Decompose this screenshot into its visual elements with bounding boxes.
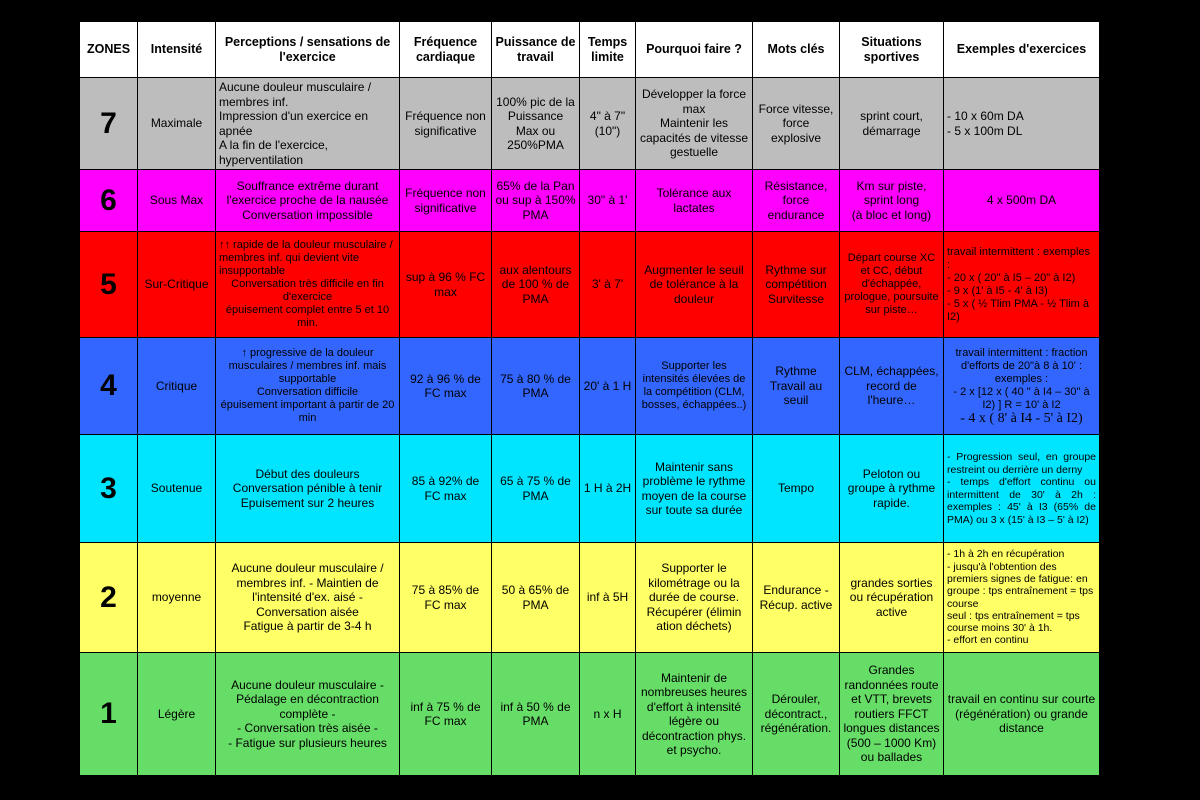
training-zones-sheet: [79, 21, 1099, 776]
temps-cell: 20' à 1 H: [580, 338, 636, 435]
pourquoi-cell: Supporter le kilométrage ou la durée de course. Récupérer (élimin ation déchets): [636, 543, 753, 653]
puissance-cell: 65 à 75 % de PMA: [492, 435, 580, 543]
puissance-cell: 75 à 80 % de PMA: [492, 338, 580, 435]
pourquoi-cell: Développer la force max Maintenir les capacités de vitesse gestuelle: [636, 78, 753, 170]
exemples-cell: travail intermittent : fraction d'efforts de 20"à 8 à 10' : exemples : - 2 x [12 x ( 40 " à I4 – 30" à I2) ] R = 10' à I2 - 4 x ( 8' à I4 - 5' à I2): [944, 338, 1100, 435]
intensite-cell: Maximale: [138, 78, 216, 170]
temps-cell: inf à 5H: [580, 543, 636, 653]
intensite-cell: Légère: [138, 653, 216, 776]
zone-row-2: [80, 543, 1100, 653]
exemples-cell: - Progression seul, en groupe restreint ou derrière un derny - temps d'effort continu ou intermittent de 30' à 2h : exemples : 45' à I3 (65% de PMA) ou 3 x (15' à I3 – 5' à I2): [944, 435, 1100, 543]
pourquoi-cell: Supporter les intensités élevées de la compétition (CLM, bosses, échappées..): [636, 338, 753, 435]
mots-cell: Rythme sur compétition Survitesse: [753, 232, 840, 338]
pourquoi-cell: Maintenir sans problème le rythme moyen de la course sur toute sa durée: [636, 435, 753, 543]
situations-cell: Km sur piste, sprint long (à bloc et long): [840, 170, 944, 232]
temps-cell: 4" à 7" (10"): [580, 78, 636, 170]
exemples-cell: travail en continu sur courte (régénération) ou grande distance: [944, 653, 1100, 776]
zone-number: 1: [80, 653, 138, 776]
zone-number: 4: [80, 338, 138, 435]
puissance-cell: 65% de la Pan ou sup à 150% PMA: [492, 170, 580, 232]
frequence-cell: 92 à 96 % de FC max: [400, 338, 492, 435]
exemples-cell: - 10 x 60m DA - 5 x 100m DL: [944, 78, 1100, 170]
zone-number: 6: [80, 170, 138, 232]
zone-row-7: [80, 78, 1100, 170]
temps-cell: 1 H à 2H: [580, 435, 636, 543]
frequence-cell: sup à 96 % FC max: [400, 232, 492, 338]
situations-cell: Peloton ou groupe à rythme rapide.: [840, 435, 944, 543]
mots-cell: Force vitesse, force explosive: [753, 78, 840, 170]
header-temps: Temps limite: [580, 22, 636, 78]
frequence-cell: Fréquence non significative: [400, 170, 492, 232]
intensite-cell: Soutenue: [138, 435, 216, 543]
situations-cell: CLM, échappées, record de l'heure…: [840, 338, 944, 435]
temps-cell: n x H: [580, 653, 636, 776]
puissance-cell: 50 à 65% de PMA: [492, 543, 580, 653]
mots-cell: Dérouler, décontract., régénération.: [753, 653, 840, 776]
frequence-cell: 85 à 92% de FC max: [400, 435, 492, 543]
puissance-cell: inf à 50 % de PMA: [492, 653, 580, 776]
exemples-cell: - 1h à 2h en récupération - jusqu'à l'obtention des premiers signes de fatigue: en groupe : tps entraînement = tps course seul : tps entraînement = tps course moins 30' à 1h. - effort en continu: [944, 543, 1100, 653]
mots-cell: Rythme Travail au seuil: [753, 338, 840, 435]
pourquoi-cell: Tolérance aux lactates: [636, 170, 753, 232]
header-perceptions: Perceptions / sensations de l'exercice: [216, 22, 400, 78]
header-intensite: Intensité: [138, 22, 216, 78]
zone-number: 5: [80, 232, 138, 338]
zone-number: 2: [80, 543, 138, 653]
mots-cell: Endurance - Récup. active: [753, 543, 840, 653]
perceptions-cell: Début des douleurs Conversation pénible à tenir Epuisement sur 2 heures: [216, 435, 400, 543]
mots-cell: Résistance, force endurance: [753, 170, 840, 232]
perceptions-cell: Souffrance extrême durant l'exercice proche de la nausée Conversation impossible: [216, 170, 400, 232]
situations-cell: sprint court, démarrage: [840, 78, 944, 170]
zone-row-4: [80, 338, 1100, 435]
frequence-cell: Fréquence non significative: [400, 78, 492, 170]
situations-cell: Départ course XC et CC, début d'échappée, prologue, poursuite sur piste…: [840, 232, 944, 338]
situations-cell: grandes sorties ou récupération active: [840, 543, 944, 653]
header-pourquoi: Pourquoi faire ?: [636, 22, 753, 78]
perceptions-cell: ↑ progressive de la douleur musculaires / membres inf. mais supportable Conversation difficile épuisement important à partir de 20 min: [216, 338, 400, 435]
perceptions-cell: Aucune douleur musculaire / membres inf. - Maintien de l'intensité d'ex. aisé - Conversation aisée Fatigue à partir de 3-4 h: [216, 543, 400, 653]
training-zones-table: [79, 21, 1100, 776]
temps-cell: 3' à 7': [580, 232, 636, 338]
intensite-cell: Sous Max: [138, 170, 216, 232]
header-row: [80, 22, 1100, 78]
situations-cell: Grandes randonnées route et VTT, brevets routiers FFCT longues distances (500 – 1000 Km) ou ballades: [840, 653, 944, 776]
exemples-cell: 4 x 500m DA: [944, 170, 1100, 232]
mots-cell: Tempo: [753, 435, 840, 543]
puissance-cell: aux alentours de 100 % de PMA: [492, 232, 580, 338]
header-mots: Mots clés: [753, 22, 840, 78]
zone-row-5: [80, 232, 1100, 338]
zone-number: 3: [80, 435, 138, 543]
zone-row-6: [80, 170, 1100, 232]
pourquoi-cell: Maintenir de nombreuses heures d'effort à intensité légère ou décontraction phys. et psycho.: [636, 653, 753, 776]
perceptions-cell: Aucune douleur musculaire / membres inf. Impression d'un exercice en apnée A la fin de l'exercice, hyperventilation: [216, 78, 400, 170]
intensite-cell: moyenne: [138, 543, 216, 653]
intensite-cell: Sur-Critique: [138, 232, 216, 338]
pourquoi-cell: Augmenter le seuil de tolérance à la douleur: [636, 232, 753, 338]
header-exemples: Exemples d'exercices: [944, 22, 1100, 78]
zone-row-1: [80, 653, 1100, 776]
puissance-cell: 100% pic de la Puissance Max ou 250%PMA: [492, 78, 580, 170]
perceptions-cell: ↑↑ rapide de la douleur musculaire / membres inf. qui devient vite insupportable Conversation très difficile en fin d'exercice épuisement complet entre 5 et 10 min.: [216, 232, 400, 338]
temps-cell: 30" à 1': [580, 170, 636, 232]
intensite-cell: Critique: [138, 338, 216, 435]
frequence-cell: 75 à 85% de FC max: [400, 543, 492, 653]
zone-number: 7: [80, 78, 138, 170]
header-zones: ZONES: [80, 22, 138, 78]
exemples-cell: travail intermittent : exemples : - 20 x ( 20" à I5 – 20" à I2) - 9 x (1' à I5 - 4' à I3) - 5 x ( ½ Tlim PMA - ½ Tlim à I2): [944, 232, 1100, 338]
header-puissance: Puissance de travail: [492, 22, 580, 78]
frequence-cell: inf à 75 % de FC max: [400, 653, 492, 776]
header-situations: Situations sportives: [840, 22, 944, 78]
header-frequence: Fréquence cardiaque: [400, 22, 492, 78]
zone-row-3: [80, 435, 1100, 543]
perceptions-cell: Aucune douleur musculaire - Pédalage en décontraction complète - - Conversation très aisée - - Fatigue sur plusieurs heures: [216, 653, 400, 776]
